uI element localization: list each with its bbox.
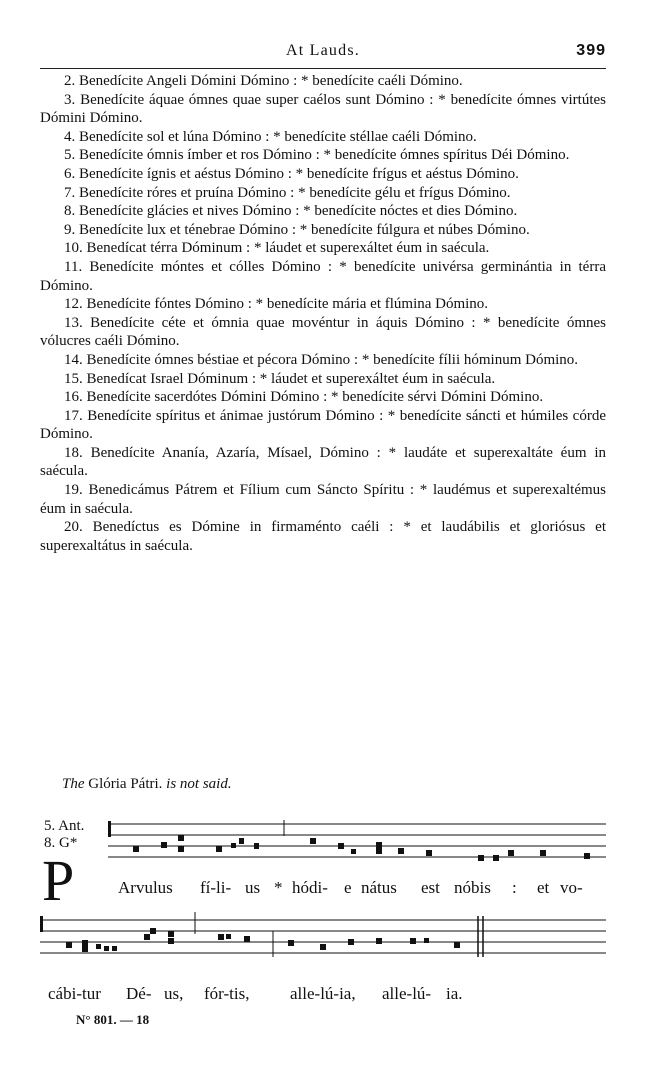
verse: 14. Benedícite ómnes béstiae et pécora Dómino : * benedícite fílii hóminum Dómino.: [64, 351, 579, 368]
lyric-syllable: hódi-: [292, 878, 328, 897]
lyric-syllable: vo-: [560, 878, 583, 897]
chant-staff-2: [38, 912, 610, 972]
chant-staff-1: [38, 816, 610, 872]
lyric-syllable: us,: [164, 984, 184, 1003]
lyric-syllable: fí-li-: [200, 878, 232, 897]
lyric-syllable: et: [537, 878, 550, 897]
verse: 15. Benedícat Israel Dóminum : * láudet et superexáltet éum in saécula.: [64, 370, 496, 387]
verse: 13. Benedícite céte et ómnia quae movéntur in áquis Dómino : * benedícite ómnes vólucres caéli Dómino.: [40, 314, 606, 350]
page-number: 399: [576, 42, 606, 59]
verse: 18. Benedícite Ananía, Azaría, Mísael, Dómino : * laudáte et superexaltáte éum in saécula.: [40, 444, 606, 480]
lyric-syllable: ia.: [446, 984, 463, 1003]
rubric-lead: The: [62, 776, 85, 792]
drop-cap-initial: P: [42, 848, 75, 913]
verse: 16. Benedícite sacerdótes Dómini Dómino : * benedícite sérvi Dómini Dómino.: [64, 389, 544, 406]
verse: 19. Benedicámus Pátrem et Fílium cum Sáncto Spíritu : * laudémus et superexaltémus éum in saécula.: [40, 482, 606, 517]
chant-neumes: [66, 928, 460, 952]
lyric-syllable: Arvulus: [118, 878, 173, 897]
verse: 10. Benedícat térra Dóminum : * láudet et superexáltet éum in saécula.: [64, 240, 490, 257]
verse: 4. Benedícite sol et lúna Dómino : * benedícite stéllae caéli Dómino.: [64, 128, 477, 145]
lyric-syllable: :: [512, 878, 517, 897]
lyric-syllable: nóbis: [454, 878, 491, 897]
verse-list: [40, 72, 606, 555]
lyric-syllable: nátus: [361, 878, 397, 897]
lyric-syllable: e: [344, 878, 352, 897]
rubric: [62, 776, 232, 793]
lyric-syllable: alle-lú-: [382, 984, 432, 1003]
lyric-syllable: Dé-: [126, 984, 152, 1003]
lyric-syllable: *: [274, 878, 283, 897]
verse: 9. Benedícite lux et ténebrae Dómino : * benedícite fúlgura et núbes Dómino.: [64, 221, 530, 238]
antiphon-label: 5. Ant.: [44, 818, 85, 834]
verse: 5. Benedícite ómnis ímber et ros Dómino : * benedícite ómnes spíritus Déi Dómino.: [64, 147, 570, 164]
lyric-syllable: us: [245, 878, 261, 897]
verse: 17. Benedícite spíritus et ánimae justórum Dómino : * benedícite sáncti et húmiles córde Dómino.: [40, 407, 606, 443]
page-header: [40, 42, 606, 69]
clef-icon: [108, 821, 111, 837]
verse: 20. Benedíctus es Dómine in firmaménto caéli : * et laudábilis et gloriósus et superexaltátus in saécula.: [40, 519, 606, 554]
verse: 8. Benedícite glácies et nives Dómino : * benedícite nóctes et dies Dómino.: [64, 203, 518, 220]
rubric-text: Glória Pátri.: [88, 776, 163, 792]
clef-icon: [40, 916, 43, 932]
verse: 7. Benedícite róres et pruína Dómino : * benedícite gélu et frígus Dómino.: [64, 184, 511, 201]
verse: 3. Benedícite áquae ómnes quae super caélos sunt Dómino : * benedícite ómnes virtútes Dómini Dómino.: [40, 91, 606, 127]
lyric-syllable: fór-tis,: [204, 984, 250, 1003]
verse: 12. Benedícite fóntes Dómino : * benedícite mária et flúmina Dómino.: [64, 296, 489, 313]
verse: 2. Benedícite Angeli Dómini Dómino : * benedícite caéli Dómino.: [64, 73, 463, 89]
lyric-syllable: alle-lú-ia,: [290, 984, 356, 1003]
verse: 11. Benedícite móntes et cólles Dómino : * benedícite univérsa germinántia in térra Dómino.: [40, 258, 606, 294]
rubric-note: is not said.: [166, 776, 232, 792]
lyric-syllable: cábi-tur: [48, 984, 101, 1003]
mode-label: 8. G*: [44, 835, 78, 851]
signature-mark: N° 801. — 18: [76, 1012, 150, 1027]
lyric-syllable: est: [421, 878, 440, 897]
running-title: At Lauds.: [286, 42, 360, 59]
verse: 6. Benedícite ígnis et aéstus Dómino : * benedícite frígus et aéstus Dómino.: [64, 165, 519, 182]
